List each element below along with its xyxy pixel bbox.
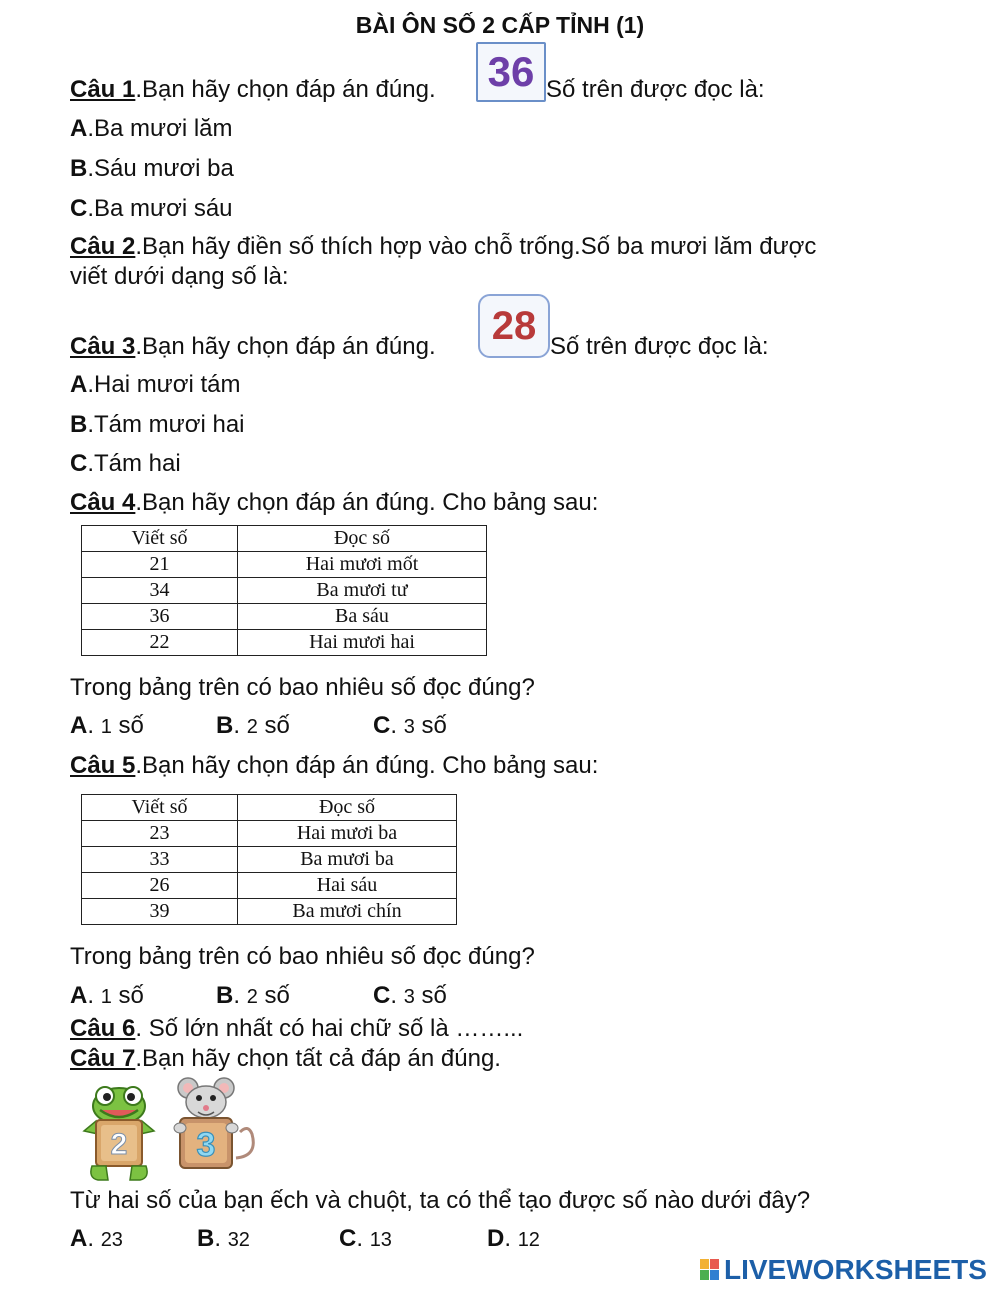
table-header: Viết số [82, 795, 238, 821]
q4-option-c[interactable]: C. 3 số [373, 712, 447, 739]
question-3 [70, 332, 436, 362]
question-5-text: .Bạn hãy chọn đáp án đúng. Cho bảng sau: [135, 752, 599, 779]
table-header: Đọc số [238, 526, 487, 552]
number-card-36: 36 [476, 42, 546, 102]
q5-question: Trong bảng trên có bao nhiêu số đọc đúng? [70, 943, 535, 970]
q1-option-b[interactable]: B.Sáu mươi ba [70, 155, 234, 182]
frog-icon [78, 1086, 160, 1184]
number-card-28: 28 [478, 294, 550, 358]
table-cell: 26 [82, 873, 238, 899]
q7-option-b[interactable]: B. 32 [197, 1225, 250, 1252]
q3-option-c[interactable]: C.Tám hai [70, 450, 181, 477]
table-header-row [82, 526, 487, 552]
table-header: Đọc số [238, 795, 457, 821]
table-row [82, 604, 487, 630]
table-cell: Hai mươi ba [238, 821, 457, 847]
question-1 [70, 75, 436, 105]
question-3-label: Câu 3 [70, 333, 136, 360]
table-cell: 34 [82, 578, 238, 604]
table-cell: 22 [82, 630, 238, 656]
question-2-text: .Bạn hãy điền số thích hợp vào chỗ trống.Số ba mươi lăm được [135, 233, 817, 260]
q1-option-c[interactable]: C.Ba mươi sáu [70, 195, 233, 222]
table-cell: 23 [82, 821, 238, 847]
table-cell: Ba mươi ba [238, 847, 457, 873]
table-cell: 39 [82, 899, 238, 925]
table-header-row [82, 795, 457, 821]
question-1-label: Câu 1 [70, 76, 136, 103]
question-4-label: Câu 4 [70, 489, 136, 516]
question-5 [70, 751, 598, 781]
table-row [82, 847, 457, 873]
q4-option-a[interactable]: A. 1 số [70, 712, 144, 739]
page-title: BÀI ÔN SỐ 2 CẤP TỈNH (1) [355, 12, 645, 38]
table-cell: Hai mươi hai [238, 630, 487, 656]
table-cell: Hai mươi mốt [238, 552, 487, 578]
table-cell: 33 [82, 847, 238, 873]
table-row [82, 899, 457, 925]
q1-option-a[interactable]: A.Ba mươi lăm [70, 115, 233, 142]
q5-option-b[interactable]: B. 2 số [216, 982, 290, 1009]
question-4 [70, 488, 598, 518]
watermark-text: LIVEWORKSHEETS [724, 1254, 987, 1285]
liveworksheets-logo-icon [700, 1259, 720, 1281]
table-row [82, 873, 457, 899]
q5-option-c[interactable]: C. 3 số [373, 982, 447, 1009]
q7-option-d[interactable]: D. 12 [487, 1225, 540, 1252]
table-row [82, 821, 457, 847]
table-cell: 36 [82, 604, 238, 630]
question-6 [70, 1014, 523, 1044]
table-row [82, 630, 487, 656]
table-cell: Ba sáu [238, 604, 487, 630]
q4-option-b[interactable]: B. 2 số [216, 712, 290, 739]
table-cell: Hai sáu [238, 873, 457, 899]
q7-option-c[interactable]: C. 13 [339, 1225, 392, 1252]
q7-option-a[interactable]: A. 23 [70, 1225, 123, 1252]
question-1-text: .Bạn hãy chọn đáp án đúng. [135, 76, 436, 103]
table-header: Viết số [82, 526, 238, 552]
question-2-label: Câu 2 [70, 233, 136, 260]
question-4-text: .Bạn hãy chọn đáp án đúng. Cho bảng sau: [135, 489, 599, 516]
question-6-text: . Số lớn nhất có hai chữ số là ……... [135, 1015, 524, 1042]
table-row [82, 552, 487, 578]
q4-table [81, 525, 487, 656]
question-7-label: Câu 7 [70, 1045, 136, 1072]
q3-option-a[interactable]: A.Hai mươi tám [70, 371, 241, 398]
q5-table [81, 794, 457, 925]
question-6-label: Câu 6 [70, 1015, 136, 1042]
q7-question: Từ hai số của bạn ếch và chuột, ta có thể tạo được số nào dưới đây? [70, 1187, 811, 1214]
question-7 [70, 1044, 501, 1074]
question-1-after: Số trên được đọc là: [546, 76, 765, 103]
question-7-text: .Bạn hãy chọn tất cả đáp án đúng. [135, 1045, 501, 1072]
question-5-label: Câu 5 [70, 752, 136, 779]
q3-option-b[interactable]: B.Tám mươi hai [70, 411, 245, 438]
question-2 [70, 232, 816, 262]
table-cell: Ba mươi tư [238, 578, 487, 604]
question-3-text: .Bạn hãy chọn đáp án đúng. [135, 333, 436, 360]
watermark [700, 1254, 987, 1286]
question-3-after: Số trên được đọc là: [550, 333, 769, 360]
mouse-number: 3 [196, 1126, 216, 1164]
frog-number: 2 [110, 1128, 128, 1161]
table-row [82, 578, 487, 604]
question-2-text-cont: viết dưới dạng số là: [70, 263, 289, 290]
table-cell: 21 [82, 552, 238, 578]
q5-option-a[interactable]: A. 1 số [70, 982, 144, 1009]
mouse-icon [166, 1076, 258, 1176]
table-cell: Ba mươi chín [238, 899, 457, 925]
q4-question: Trong bảng trên có bao nhiêu số đọc đúng? [70, 674, 535, 701]
